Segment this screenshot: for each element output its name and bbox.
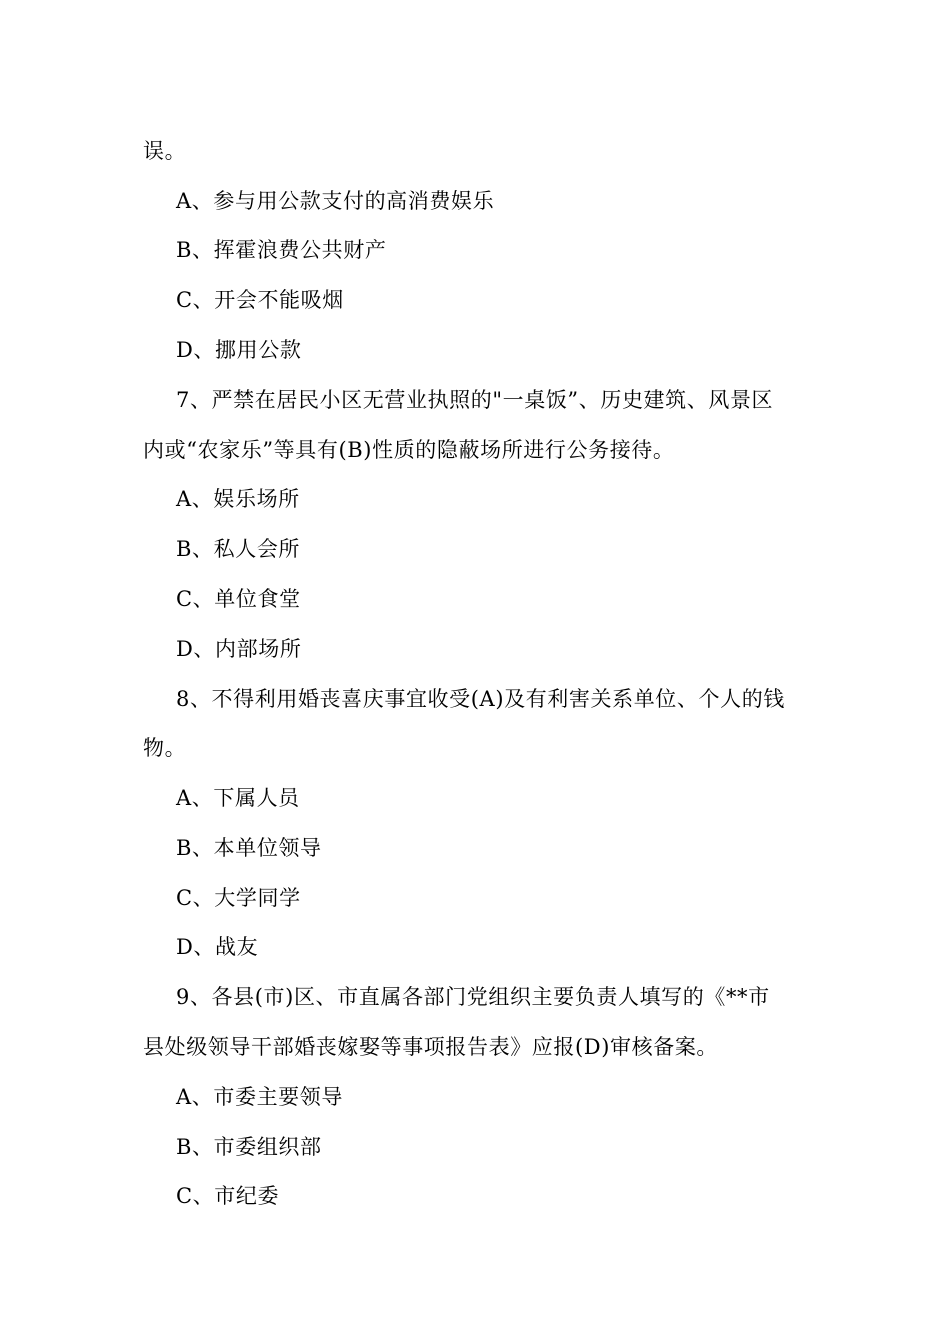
text-line: 内或“农家乐”等具有(B)性质的隐蔽场所进行公务接待。 [143,438,675,462]
option-line: C、单位食堂 [176,587,301,611]
option-line: D、内部场所 [176,637,302,661]
option-line: A、下属人员 [176,786,300,810]
option-line: C、市纪委 [176,1184,280,1208]
text-line: 物。 [143,736,187,760]
question-line: 7、严禁在居民小区无营业执照的"一桌饭”、历史建筑、风景区 [176,388,774,412]
text-line: 误。 [143,139,187,163]
option-line: C、大学同学 [176,886,301,910]
option-line: D、战友 [176,935,259,959]
option-line: D、挪用公款 [176,338,302,362]
option-line: A、市委主要领导 [176,1085,343,1109]
option-line: A、娱乐场所 [176,487,300,511]
question-line: 8、不得利用婚丧喜庆事宜收受(A)及有利害关系单位、个人的钱 [176,687,785,711]
option-line: A、参与用公款支付的高消费娱乐 [176,189,495,213]
option-line: B、市委组织部 [176,1135,322,1159]
option-line: B、私人会所 [176,537,301,561]
text-line: 县处级领导干部婚丧嫁娶等事项报告表》应报(D)审核备案。 [143,1035,719,1059]
option-line: C、开会不能吸烟 [176,288,344,312]
option-line: B、本单位领导 [176,836,322,860]
option-line: B、挥霍浪费公共财产 [176,238,387,262]
question-line: 9、各县(市)区、市直属各部门党组织主要负责人填写的《**市 [176,985,770,1009]
